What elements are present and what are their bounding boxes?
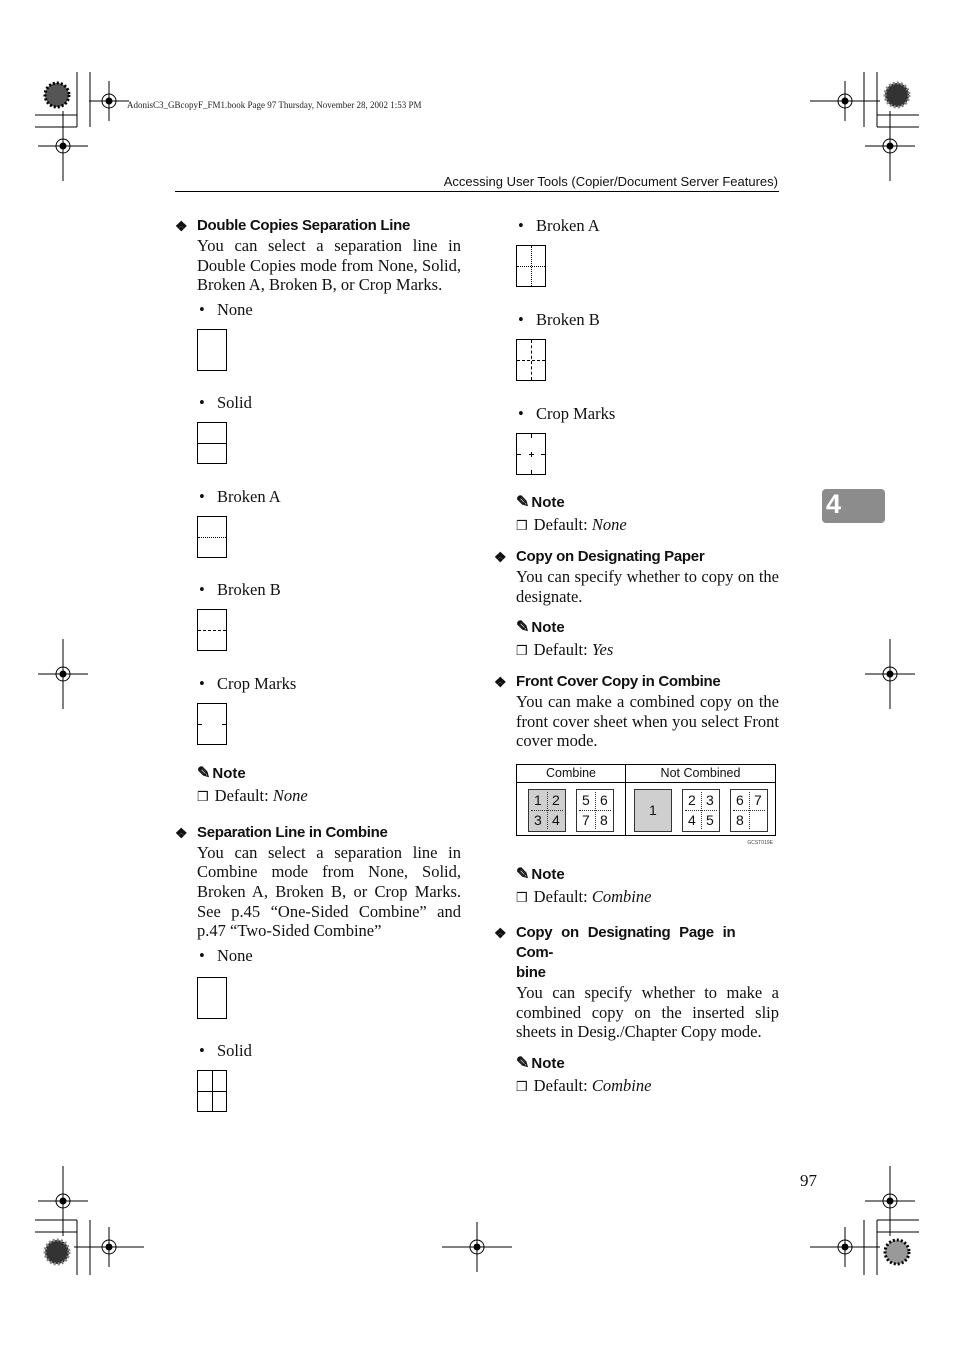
page-digit: 2 (552, 791, 560, 808)
note-heading (516, 866, 779, 884)
pencil-note-icon: ✎ (516, 494, 530, 511)
file-meta: AdonisC3_GBcopyF_FM1.book Page 97 Thursday, November 28, 2002 1:53 PM (127, 100, 422, 110)
page-digit: 7 (582, 811, 590, 828)
not-combined-sheet (682, 789, 720, 832)
combine-comparison-figure (516, 764, 776, 846)
note-label: Note (531, 865, 565, 883)
note-heading (516, 619, 779, 637)
section-body: You can select a separation line in Combine mode from None, Solid, Broken A, Broken B, or Crop Marks. See p.45 “One-Sided Combine” and p.47 “Two-Sided Combine” (197, 842, 461, 941)
section-heading (175, 216, 461, 236)
page-digit: 5 (582, 791, 590, 808)
option-label: Broken A (536, 216, 600, 235)
option-label: Solid (217, 1040, 252, 1060)
option-item: • Broken B (199, 579, 281, 599)
option-label: Crop Marks (536, 404, 616, 423)
checkbox-icon: ❒ (516, 518, 528, 533)
note-heading (516, 1055, 779, 1073)
heading-text: Separation Line in Combine (197, 823, 388, 841)
pencil-note-icon: ✎ (516, 865, 530, 883)
option-item: • Broken A (199, 486, 281, 506)
option-item: • None (199, 945, 253, 965)
default-prefix: Default: (533, 1075, 592, 1095)
default-prefix: Default: (533, 640, 592, 660)
option-label: None (217, 299, 253, 319)
option-item: • Crop Marks (199, 673, 297, 693)
option-label: Broken B (217, 579, 281, 599)
heading-text: Front Cover Copy in Combine (516, 673, 721, 691)
option-label: Solid (217, 392, 252, 412)
diamond-bullet-icon: ❖ (494, 924, 507, 941)
option-item: • Crop Marks (518, 404, 616, 423)
checkbox-icon: ❒ (516, 889, 528, 905)
combine-solid-illustration (197, 1070, 227, 1112)
page-digit: 8 (600, 811, 608, 828)
chapter-number: 4 (826, 489, 842, 519)
option-label: Broken A (217, 486, 281, 506)
section-heading (494, 547, 779, 567)
line-crop-marks-illustration (197, 703, 227, 745)
option-item: • None (199, 299, 253, 319)
page-digit: 2 (688, 791, 696, 808)
diamond-bullet-icon: ❖ (494, 674, 507, 691)
note-label: Note (531, 619, 565, 637)
pencil-note-icon: ✎ (197, 764, 211, 782)
page-digit: 1 (534, 791, 542, 808)
section-heading (494, 923, 779, 983)
chapter-tab (822, 489, 885, 523)
default-value: None (591, 515, 627, 534)
default-prefix: Default: (533, 515, 592, 534)
note-label: Note (531, 494, 565, 511)
checkbox-icon: ❒ (197, 788, 209, 804)
page-digit: 1 (649, 801, 657, 818)
option-label: Broken B (536, 310, 600, 329)
note-default (197, 786, 461, 807)
running-title: Accessing User Tools (Copier/Document Server Features) (443, 174, 778, 189)
default-value: Combine (591, 1075, 652, 1095)
header-rule (175, 191, 779, 192)
page-digit: 6 (600, 791, 608, 808)
heading-text: Copy on Designating Paper (516, 548, 705, 565)
right-column (494, 216, 779, 1097)
line-none-illustration (197, 329, 227, 371)
default-prefix: Default: (214, 785, 273, 805)
note-heading (197, 765, 461, 783)
page-digit: 3 (706, 791, 714, 808)
line-solid-illustration (197, 422, 227, 464)
combine-broken-b-illustration (516, 339, 546, 381)
page-number: 97 (800, 1171, 817, 1190)
note-default (516, 640, 779, 661)
page-digit: 6 (736, 791, 744, 808)
combine-crop-marks-illustration (516, 433, 546, 475)
option-item: • Solid (199, 1040, 252, 1060)
option-item: • Broken B (518, 310, 600, 329)
section-heading (494, 672, 779, 692)
combined-cover-sheet (528, 789, 566, 832)
combine-none-illustration (197, 977, 227, 1019)
default-value: Yes (591, 640, 614, 660)
not-combined-sheet (730, 789, 768, 832)
heading-text: Copy on Designating Page in Com- (516, 923, 736, 961)
default-value: Combine (591, 886, 652, 906)
note-label: Note (212, 764, 246, 782)
section-body: You can select a separation line in Double Copies mode from None, Solid, Broken A, Broken B, or Crop Marks. (197, 236, 461, 295)
default-prefix: Default: (533, 886, 592, 906)
line-broken-a-illustration (197, 516, 227, 558)
combined-sheet (576, 789, 614, 832)
front-cover-sheet (634, 789, 672, 832)
note-default (516, 1076, 779, 1097)
heading-text-continued: bine (516, 963, 546, 981)
note-heading (516, 494, 779, 512)
pencil-note-icon: ✎ (516, 1054, 530, 1072)
page-digit: 4 (552, 811, 560, 828)
option-label: Crop Marks (217, 673, 297, 693)
page-digit: 3 (534, 811, 542, 828)
page-digit: 4 (688, 811, 696, 828)
diamond-bullet-icon: ❖ (175, 824, 188, 841)
line-broken-b-illustration (197, 609, 227, 651)
page-digit: 8 (736, 811, 744, 828)
left-column (175, 216, 461, 1112)
section-body: You can make a combined copy on the front cover sheet when you select Front cover mode. (516, 692, 779, 751)
page-digit: 5 (706, 811, 714, 828)
diamond-bullet-icon: ❖ (494, 549, 507, 565)
page-digit: 7 (754, 791, 762, 808)
option-item: • Solid (199, 392, 252, 412)
section-heading (175, 823, 461, 843)
section-body: You can specify whether to copy on the designate. (516, 567, 779, 606)
col-not-combined-header: Not Combined (660, 765, 741, 780)
col-combine-header: Combine (545, 765, 597, 780)
diamond-bullet-icon: ❖ (175, 218, 188, 234)
note-label: Note (531, 1054, 565, 1072)
option-label: None (217, 945, 253, 965)
figure-code: GCST019E (747, 839, 773, 846)
section-body: You can specify whether to make a combined copy on the inserted slip sheets in Desig./Chapter Copy mode. (516, 982, 779, 1042)
note-default (516, 515, 779, 536)
pencil-note-icon: ✎ (516, 619, 530, 637)
option-item: • Broken A (518, 216, 600, 235)
heading-text: Double Copies Separation Line (197, 217, 410, 234)
checkbox-icon: ❒ (516, 1078, 528, 1094)
note-default (516, 887, 779, 908)
checkbox-icon: ❒ (516, 643, 528, 659)
combine-broken-a-illustration (516, 245, 546, 287)
default-value: None (272, 785, 308, 805)
